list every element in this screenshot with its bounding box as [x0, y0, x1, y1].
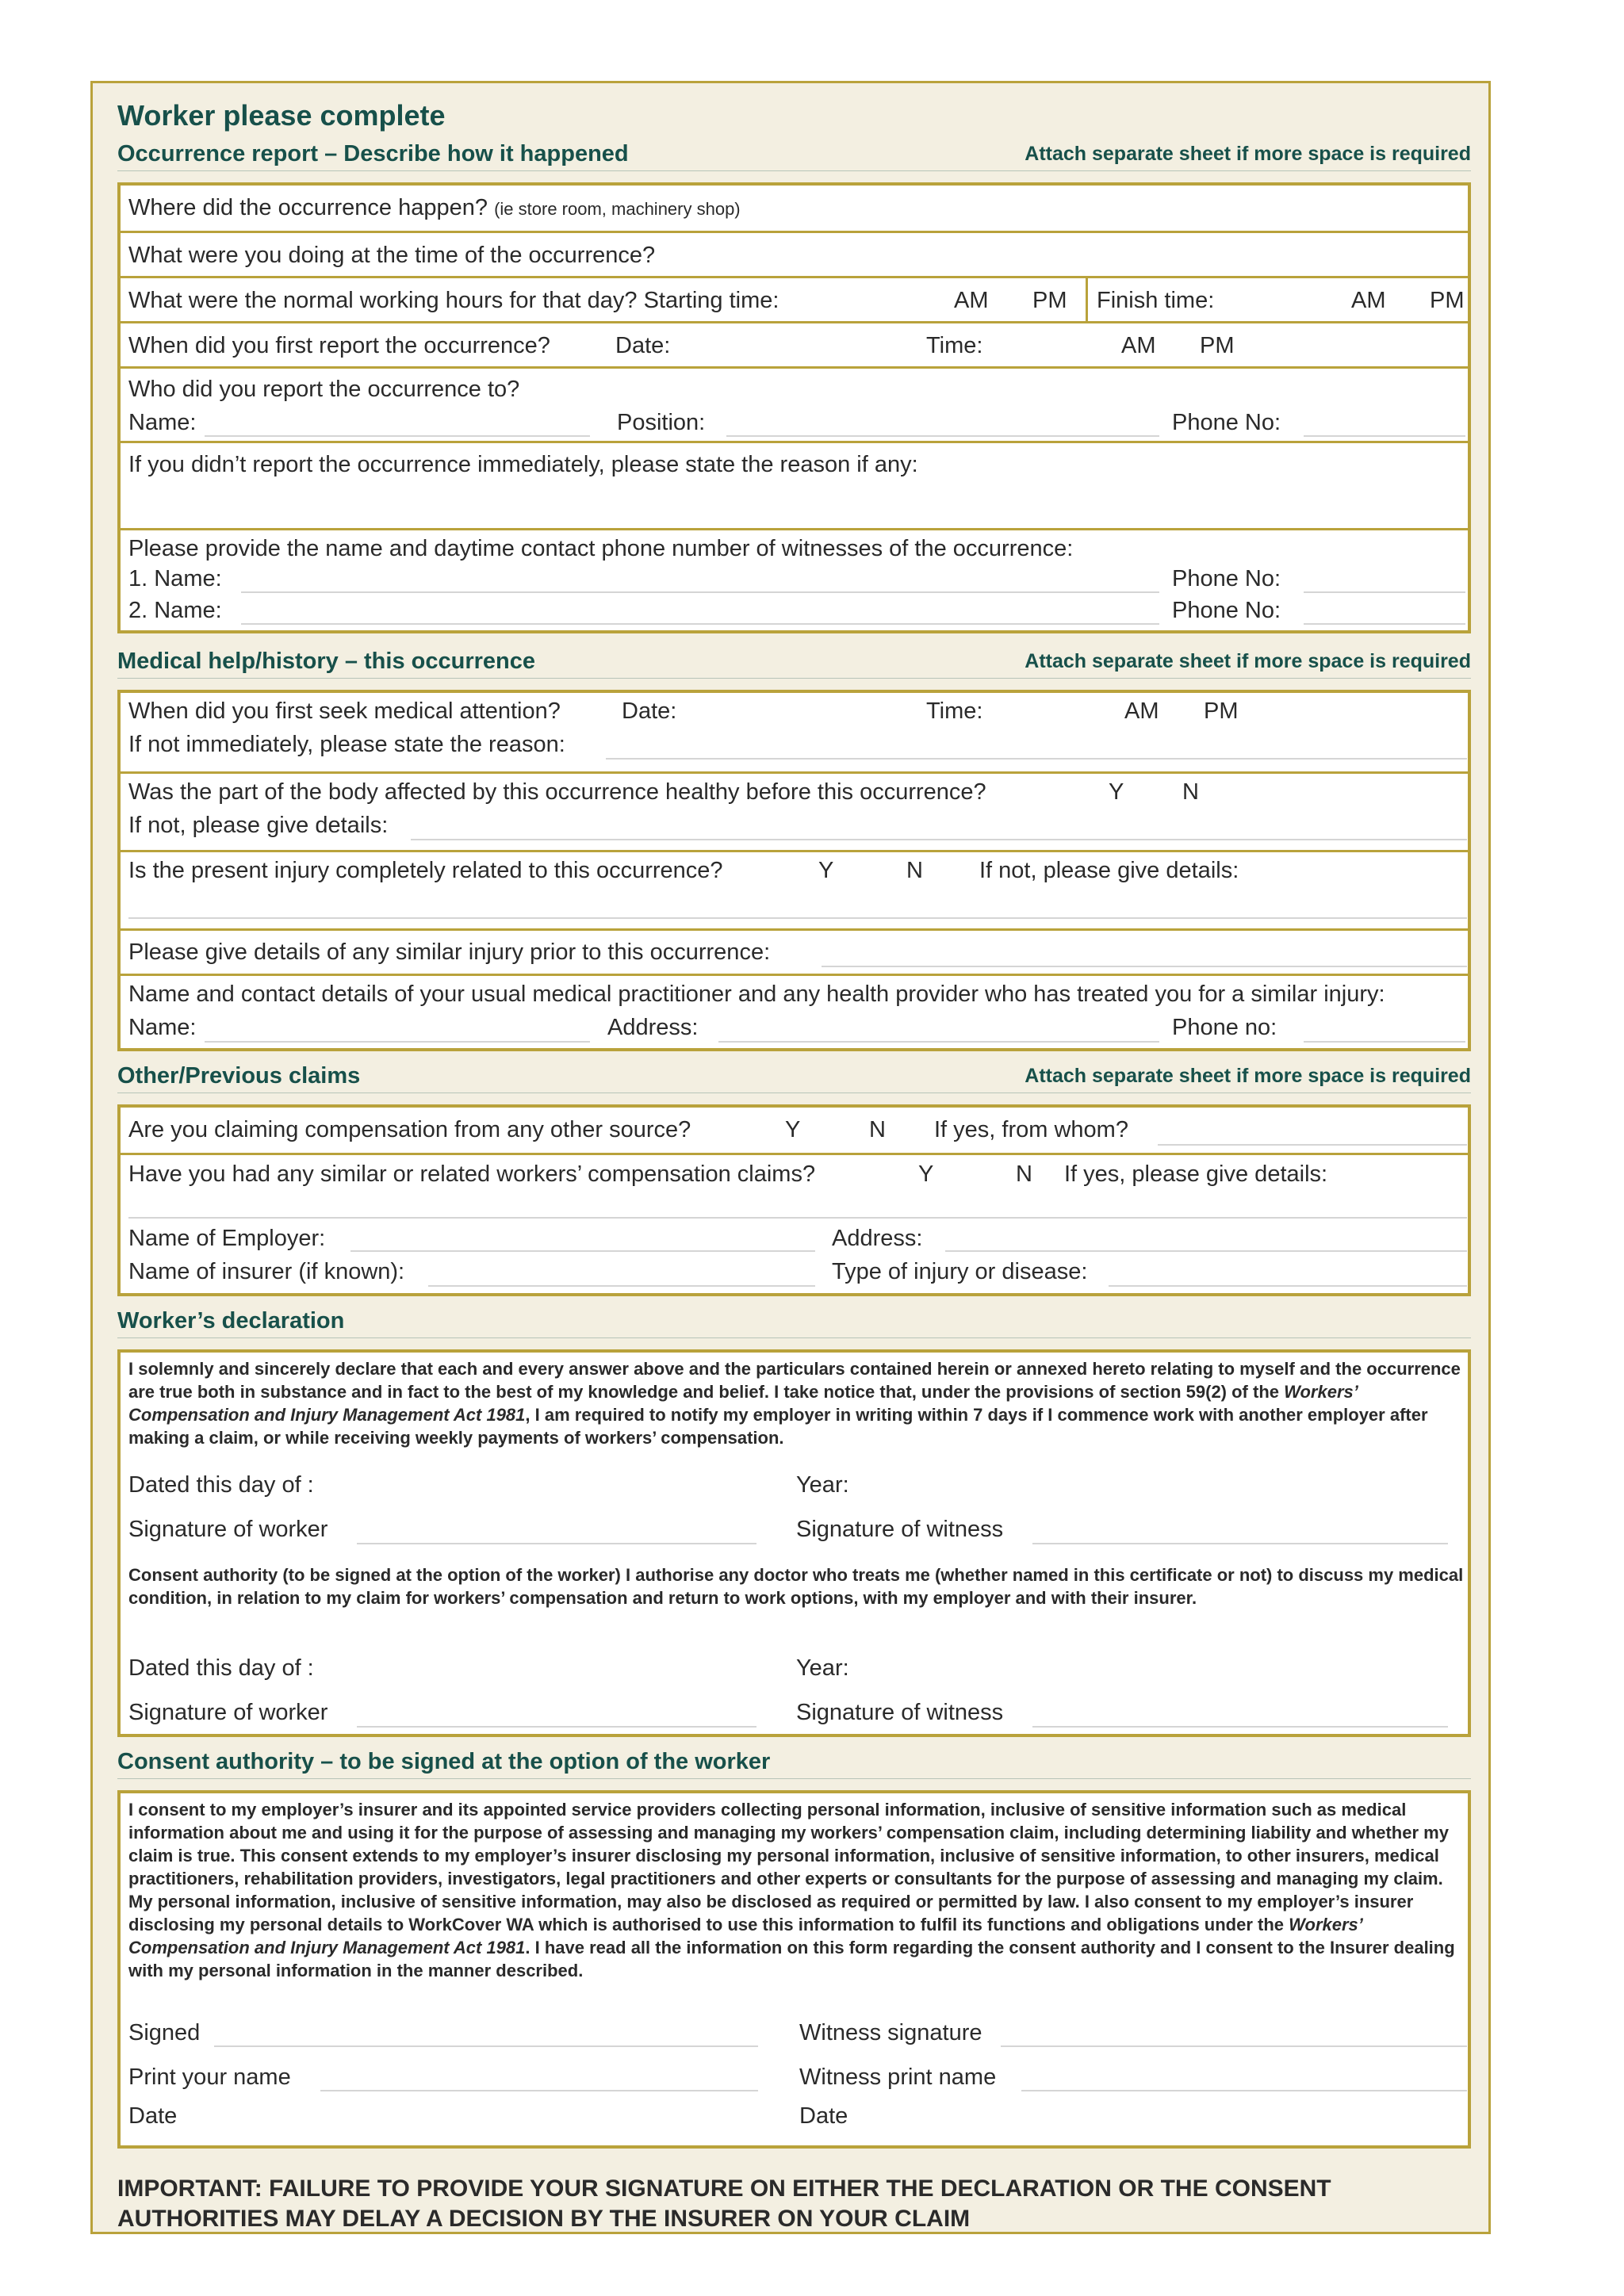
claims-heading: Other/Previous claims [117, 1063, 361, 1089]
seek-am-option[interactable]: AM [1124, 698, 1159, 724]
consent-text: I consent to my employer’s insurer and its appointed service providers collecting personal information, inclusive of sensitive information such as medical information about me and using it for the purpose of assessing and managing my workers’ compensation claim, including determining liability and whether my claim is true. This consent extends to my employer’s insurer disclosing my personal information, inclusive of sensitive information, to other insurers, medical practitioners, rehabilitation providers, investigators, legal practitioners and other experts or consultants for the purpose of assessing and managing my claim. My personal information, inclusive of sensitive information, may also be disclosed as required or permitted by law. I also consent to my employer’s insurer disclosing my personal details to WorkCover WA which is authorised to use this information to fulfil its functions and obligations under the Workers’ Compensation and Injury Management Act 1981. I have read all the information on this form regarding the consent authority and I consent to the Insurer dealing with my personal information in the manner described. [128, 1800, 1455, 1980]
declaration-section-header [117, 1304, 1471, 1338]
witness-print-name-field[interactable] [1021, 2090, 1467, 2091]
from-whom-field[interactable] [1158, 1144, 1467, 1146]
finish-time-label: Finish time: [1097, 288, 1215, 313]
who-name-label: Name: [128, 410, 197, 435]
practitioner-name-label: Name: [128, 1015, 197, 1040]
signed-label: Signed [128, 2020, 201, 2045]
consent-sig-worker-field[interactable] [357, 1726, 756, 1728]
witness-date-label[interactable]: Date [799, 2103, 848, 2129]
similar-claims-row [121, 1153, 1468, 1293]
where-row[interactable] [121, 186, 1468, 231]
declaration-text: I solemnly and sincerely declare that each and every answer above and the particulars contained herein or annexed hereto relating to myself and the occurrence are true both in substance and in fact to the best of my knowledge and belief. I take notice that, under the provisions of section 59(2) of the Workers’ Compensation and Injury Management Act 1981, I am required to notify my employer in writing within 7 days if I commence work with another employer after making a claim, or while receiving weekly payments of workers’ compensation. [128, 1359, 1461, 1448]
where-hint: (ie store room, machinery shop) [494, 199, 741, 219]
insurer-field[interactable] [428, 1285, 815, 1287]
hours-label: What were the normal working hours for that day? Starting time: [128, 288, 779, 313]
related-details-label: If not, please give details: [979, 858, 1239, 883]
start-pm-option[interactable]: PM [1032, 288, 1067, 313]
seek-row [121, 693, 1468, 771]
similar-claims-label: Have you had any similar or related workers’ compensation claims? [128, 1161, 816, 1187]
consent-sig-worker-label: Signature of worker [128, 1700, 328, 1725]
practitioner-label: Name and contact details of your usual medical practitioner and any health provider who has treated you for a similar injury: [128, 982, 1385, 1007]
decl-sig-witness-label: Signature of witness [796, 1517, 1004, 1542]
medical-box [117, 690, 1471, 1051]
witness-label: Please provide the name and daytime contact phone number of witnesses of the occurrence: [128, 536, 1074, 561]
occurrence-section-header [117, 137, 1471, 171]
decl-sig-worker-field[interactable] [357, 1543, 756, 1544]
finish-am-option[interactable]: AM [1351, 288, 1386, 313]
practitioner-name-field[interactable] [205, 1041, 590, 1043]
consent-sig-witness-field[interactable] [1032, 1726, 1448, 1728]
claims-box [117, 1104, 1471, 1296]
healthy-yes-option[interactable]: Y [1109, 779, 1124, 805]
form-content [117, 94, 1471, 2234]
consent-sig-witness-label: Signature of witness [796, 1700, 1004, 1725]
healthy-no-option[interactable]: N [1182, 779, 1199, 805]
report-pm-option[interactable]: PM [1200, 333, 1235, 358]
who-label: Who did you report the occurrence to? [128, 377, 520, 402]
who-phone-label: Phone No: [1172, 410, 1281, 435]
who-phone-field[interactable] [1304, 435, 1465, 437]
related-yes-option[interactable]: Y [818, 858, 834, 883]
report-am-option[interactable]: AM [1121, 333, 1156, 358]
who-name-field[interactable] [205, 435, 590, 437]
insurer-label: Name of insurer (if known): [128, 1259, 405, 1284]
witness-signature-field[interactable] [1001, 2045, 1467, 2047]
witness1-phone-field[interactable] [1304, 591, 1465, 593]
witness1-name-label: 1. Name: [128, 566, 222, 591]
healthy-details-field[interactable] [411, 839, 1467, 840]
similar-field[interactable] [822, 966, 1467, 967]
other-source-row [121, 1108, 1468, 1153]
other-source-no-option[interactable]: N [869, 1117, 886, 1142]
employer-address-field[interactable] [945, 1250, 1467, 1252]
witness2-phone-label: Phone No: [1172, 598, 1281, 623]
decl-sig-worker-label: Signature of worker [128, 1517, 328, 1542]
occurrence-heading: Occurrence report – Describe how it happened [117, 141, 629, 166]
witness1-name-field[interactable] [241, 591, 1159, 593]
claims-section-header [117, 1059, 1471, 1093]
hours-row [121, 276, 1468, 321]
other-source-label: Are you claiming compensation from any other source? [128, 1117, 691, 1142]
claims-details-label: If yes, please give details: [1064, 1161, 1328, 1187]
similar-label: Please give details of any similar injury prior to this occurrence: [128, 939, 771, 965]
practitioner-address-label: Address: [607, 1015, 699, 1040]
doing-row[interactable] [121, 231, 1468, 276]
report-row [121, 321, 1468, 366]
declaration-box [117, 1349, 1471, 1737]
from-whom-label: If yes, from whom? [934, 1117, 1128, 1142]
consent-heading: Consent authority – to be signed at the option of the worker [117, 1749, 771, 1774]
related-label: Is the present injury completely related to this occurrence? [128, 858, 723, 883]
finish-pm-option[interactable]: PM [1430, 288, 1465, 313]
healthy-row [121, 771, 1468, 850]
decl-year-label: Year: [796, 1472, 849, 1498]
report-date-label: Date: [615, 333, 671, 358]
not-immediate-field[interactable] [606, 758, 1467, 760]
employer-address-label: Address: [832, 1226, 923, 1251]
occurrence-box [117, 182, 1471, 633]
consent-box [117, 1790, 1471, 2149]
practitioner-phone-field[interactable] [1304, 1041, 1465, 1043]
start-am-option[interactable]: AM [954, 288, 989, 313]
reason-row[interactable] [121, 441, 1468, 528]
seek-label: When did you first seek medical attention? [128, 698, 561, 724]
healthy-label: Was the part of the body affected by this occurrence healthy before this occurrence? [128, 779, 986, 805]
related-no-option[interactable]: N [906, 858, 923, 883]
form-frame [90, 81, 1491, 2234]
employer-field[interactable] [350, 1250, 815, 1252]
healthy-details-label: If not, please give details: [128, 813, 389, 838]
who-position-field[interactable] [726, 435, 1159, 437]
important-notice: IMPORTANT: FAILURE TO PROVIDE YOUR SIGNATURE ON EITHER THE DECLARATION OR THE CONSENT AUTHORITIES MAY DELAY A DECISION BY THE INSURER ON YOUR CLAIM [117, 2175, 1331, 2232]
witness2-name-label: 2. Name: [128, 598, 222, 623]
consent-year-label: Year: [796, 1655, 849, 1681]
consent-date-label[interactable]: Date [128, 2103, 178, 2129]
related-details-field[interactable] [128, 917, 1467, 919]
witness-signature-label: Witness signature [799, 2020, 982, 2045]
decl-sig-witness-field[interactable] [1032, 1543, 1448, 1544]
report-label: When did you first report the occurrence? [128, 333, 550, 358]
hours-divider [1086, 278, 1088, 321]
witness-print-name-label: Witness print name [799, 2064, 997, 2090]
practitioner-address-field[interactable] [718, 1041, 1159, 1043]
consent-section-header [117, 1745, 1471, 1779]
declaration-act-name: Workers’ Compensation and Injury Management Act 1981 [128, 1382, 1358, 1425]
similar-claims-yes-option[interactable]: Y [918, 1161, 934, 1187]
seek-pm-option[interactable]: PM [1204, 698, 1239, 724]
signed-field[interactable] [214, 2045, 758, 2047]
witness2-name-field[interactable] [241, 623, 1159, 625]
occurrence-attach-note: Attach separate sheet if more space is required [1025, 143, 1471, 165]
not-immediate-label: If not immediately, please state the reason: [128, 732, 565, 757]
other-source-yes-option[interactable]: Y [785, 1117, 801, 1142]
reason-label: If you didn’t report the occurrence immediately, please state the reason if any: [128, 452, 918, 477]
page-title: Worker please complete [117, 99, 446, 132]
employer-label: Name of Employer: [128, 1226, 326, 1251]
witness2-phone-field[interactable] [1304, 623, 1465, 625]
medical-attach-note: Attach separate sheet if more space is required [1025, 650, 1471, 672]
practitioner-row [121, 974, 1468, 1048]
medical-section-header [117, 645, 1471, 679]
report-time-label: Time: [926, 333, 983, 358]
decl-dated-label: Dated this day of : [128, 1472, 314, 1498]
similar-claims-no-option[interactable]: N [1016, 1161, 1032, 1187]
doing-label: What were you doing at the time of the occurrence? [128, 243, 656, 268]
where-label: Where did the occurrence happen? [128, 195, 488, 220]
print-name-label: Print your name [128, 2064, 291, 2090]
who-row [121, 366, 1468, 441]
similar-row [121, 928, 1468, 974]
medical-heading: Medical help/history – this occurrence [117, 649, 535, 674]
related-row [121, 850, 1468, 928]
declaration-heading: Worker’s declaration [117, 1308, 345, 1334]
consent-note-text: Consent authority (to be signed at the option of the worker) I authorise any doctor who treats me (whether named in this certificate or not) to discuss my medical condition, in relation to my claim for workers’ compensation and return to work options, with my employer and with their insurer. [128, 1565, 1464, 1608]
practitioner-phone-label: Phone no: [1172, 1015, 1277, 1040]
claims-details-field[interactable] [128, 1217, 1467, 1219]
witness1-phone-label: Phone No: [1172, 566, 1281, 591]
seek-date-label: Date: [622, 698, 677, 724]
seek-time-label: Time: [926, 698, 983, 724]
witness-row [121, 528, 1468, 630]
injury-type-label: Type of injury or disease: [832, 1259, 1088, 1284]
consent-dated-label: Dated this day of : [128, 1655, 314, 1681]
print-name-field[interactable] [320, 2090, 758, 2091]
injury-type-field[interactable] [1109, 1285, 1467, 1287]
who-position-label: Position: [617, 410, 706, 435]
claims-attach-note: Attach separate sheet if more space is required [1025, 1065, 1471, 1087]
consent-act-name: Workers’ Compensation and Injury Management Act 1981 [128, 1915, 1363, 1957]
